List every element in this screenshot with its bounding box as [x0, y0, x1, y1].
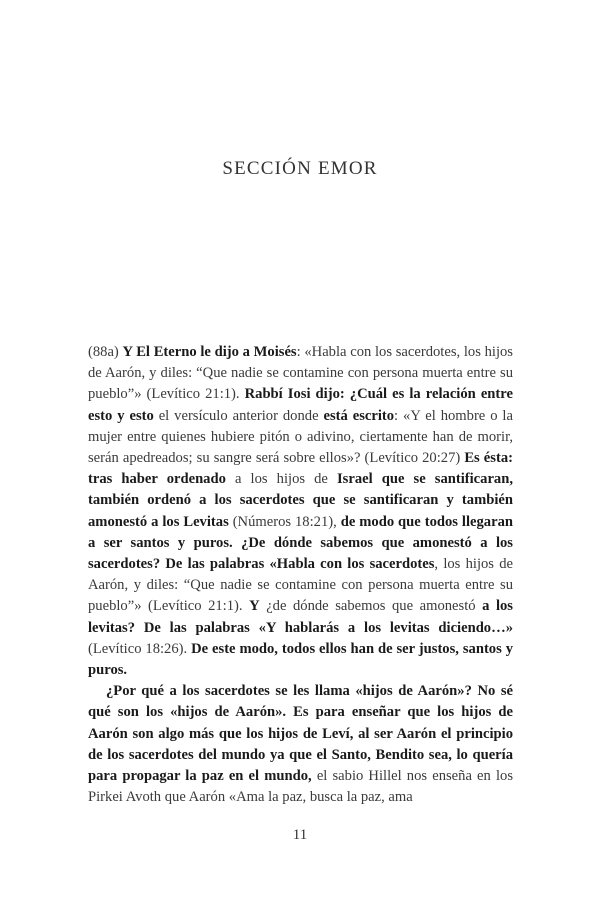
paragraph: [88, 681, 513, 808]
text-run: a los hijos de: [225, 471, 337, 488]
bold-run: de modo que todos llegaran a ser santos y puros. ¿De dónde sabemos que amonestó a los sacerdotes? De las palabras «Habla con los sacerdotes: [88, 513, 513, 573]
bold-run: Rabbí Iosi dijo: ¿Cuál es la relación entre esto y esto: [88, 386, 513, 424]
page-number: 11: [292, 827, 308, 843]
text-run: : «Habla con los sacerdotes, los hijos de Aarón, y diles: “Que nadie se contamine con persona muerta entre su pueblo”» (Levítico 21:1).: [88, 344, 513, 403]
bold-run: ¿Por qué a los sacerdotes se les llama «hijos de Aarón»? No sé qué son los «hijos de Aarón». Es para enseñar que los hijos de Aarón son algo más que los hijos de Leví, al ser Aarón el principio de los sacerdotes del mundo ya que el Santo, Bendito sea, lo quería para propagar la paz en el mundo,: [88, 683, 513, 785]
bold-run: Es ésta: tras haber ordenado: [88, 450, 513, 488]
text-run: (Números 18:21),: [228, 513, 341, 530]
text-run: ¿de dónde sabemos que amonestó: [259, 598, 483, 615]
text-run: (Levítico 18:26).: [88, 640, 192, 657]
body-text: [88, 342, 513, 808]
text-run: el versículo anterior donde: [153, 407, 324, 424]
text-run: , los hijos de Aarón, y diles: “Que nadie se contamine con persona muerta entre su pueblo”» (Levítico 21:1).: [88, 556, 513, 615]
paragraph: [88, 342, 513, 681]
section-title: SECCIÓN EMOR: [222, 158, 378, 179]
text-run: : «Y el hombre o la mujer entre quienes hubiere pitón o adivino, ciertamente han de morir, serán apedreados; su sangre será sobre ellos»? (Levítico 20:27): [88, 407, 513, 467]
bold-run: Israel que se santificaran, también ordenó a los sacerdotes que se santificaran y también amonestó a los Levitas: [88, 471, 513, 530]
text-run: el sabio Hillel nos enseña en los Pirkei Avoth que Aarón «Ama la paz, busca la paz, ama: [88, 768, 513, 806]
bold-run: Y: [249, 598, 260, 615]
text-run: (88a): [88, 344, 123, 360]
bold-run: De este modo, todos ellos han de ser justos, santos y puros.: [88, 640, 513, 679]
bold-run: a los levitas? De las palabras «Y hablarás a los levitas diciendo…»: [88, 598, 513, 636]
bold-run: está escrito: [323, 407, 395, 424]
bold-run: Y El Eterno le dijo a Moisés: [122, 344, 297, 360]
